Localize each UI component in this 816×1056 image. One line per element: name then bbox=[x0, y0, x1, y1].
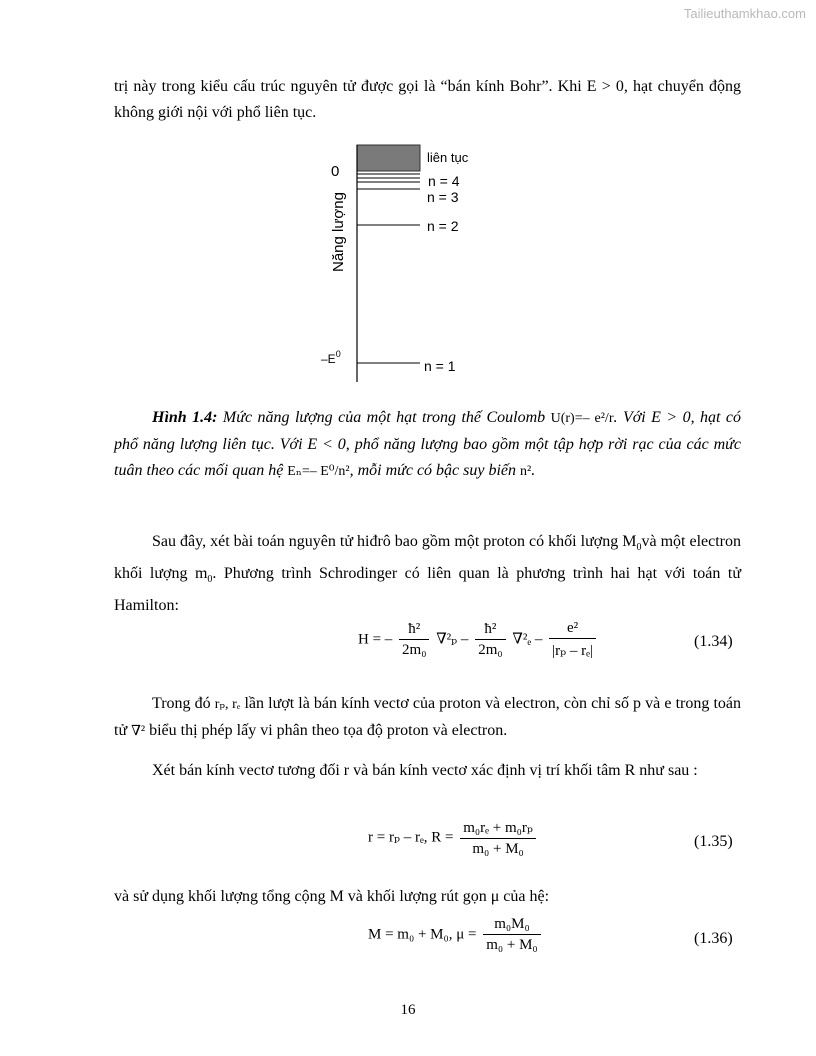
fraction-reduced-mass: $\frac{\text{m₀M₀}}{\text{m₀ + M₀}}$ bbox=[483, 916, 540, 954]
page-number: 16 bbox=[400, 1002, 416, 1018]
fraction-1: $\frac{\text{ħ²}}{\text{2m₀}}$ bbox=[399, 621, 429, 659]
equation-1-34: H = – $\frac{\text{ħ²}}{\text{2m₀}}$ ∇²ₚ – $\frac{\text{ħ²}}{\text{2m₀}}$ ∇²ₑ – $\frac{\text{e²}}{\text{|rₚ – rₑ|}}$ bbox=[358, 620, 599, 660]
equation-number-1-34: (1.34) bbox=[694, 633, 733, 650]
n4-label: n = 4 bbox=[428, 173, 460, 189]
n1-label: n = 1 bbox=[424, 358, 456, 374]
paragraph-relative-vector: Xét bán kính vectơ tương đối r và bán kính vectơ xác định vị trí khối tâm R như sau : bbox=[152, 762, 698, 779]
neg-e0-label: $-E^0$ bbox=[321, 349, 341, 366]
n3-label: n = 3 bbox=[427, 189, 459, 205]
watermark: Tailieuthamkhao.com bbox=[683, 6, 806, 21]
n2-label: n = 2 bbox=[427, 218, 459, 234]
equation-1-36: M = m₀ + M₀, μ = $\frac{\text{m₀M₀}}{\text{m₀ + M₀}}$ bbox=[368, 916, 544, 954]
zero-label: 0 bbox=[331, 163, 340, 180]
fraction-com: $\frac{\text{m₀rₑ + m₀rₚ}}{\text{m₀ + M₀}}$ bbox=[460, 818, 536, 858]
y-axis-label: Năng lượng bbox=[330, 192, 347, 272]
figure-caption: Hình 1.4: Mức năng lượng của một hạt trong thế Coulomb U(r)=– e²/r. Với E > 0, hạt có phổ năng lượng liên tục. Với E < 0, phổ năng lượng bao gồm một tập hợp rời rạc của các mức tuân theo các mối quan hệ Eₙ=– E⁰/n², mỗi mức có bậc suy biến n². bbox=[114, 409, 742, 479]
continuum-band bbox=[357, 145, 420, 171]
paragraph-masses: và sử dụng khối lượng tổng cộng M và khối lượng rút gọn μ của hệ: bbox=[114, 888, 550, 905]
paragraph-definitions: Trong đó rₚ, rₑ lần lượt là bán kính vectơ của proton và electron, còn chỉ số p và e trong toán tử ∇² biểu thị phép lấy vi phân theo tọa độ proton và electron. bbox=[114, 695, 741, 739]
caption-label: Hình 1.4: bbox=[152, 409, 218, 426]
equation-1-35: r = rₚ – rₑ, R = $\frac{\text{m₀rₑ + m₀rₚ}}{\text{m₀ + M₀}}$ bbox=[368, 818, 539, 858]
equation-number-1-36: (1.36) bbox=[694, 930, 733, 947]
fraction-2: $\frac{\text{ħ²}}{\text{2m₀}}$ bbox=[475, 621, 505, 659]
equation-number-1-35: (1.35) bbox=[694, 833, 733, 850]
fraction-3: $\frac{\text{e²}}{\text{|rₚ – rₑ|}}$ bbox=[549, 620, 596, 660]
paragraph-intro: trị này trong kiểu cấu trúc nguyên tử được gọi là “bán kính Bohr”. Khi E > 0, hạt chuyển động không giới nội với phổ liên tục. bbox=[114, 78, 741, 121]
paragraph-hydrogen: Sau đây, xét bài toán nguyên tử hiđrô bao gồm một proton có khối lượng $M_0và$ một electron khối lượng $m_0$. Phương trình Schrodinger có liên quan là phương trình hai hạt với toán tử Hamilton: bbox=[114, 533, 742, 615]
continuum-label: liên tục bbox=[427, 150, 469, 165]
